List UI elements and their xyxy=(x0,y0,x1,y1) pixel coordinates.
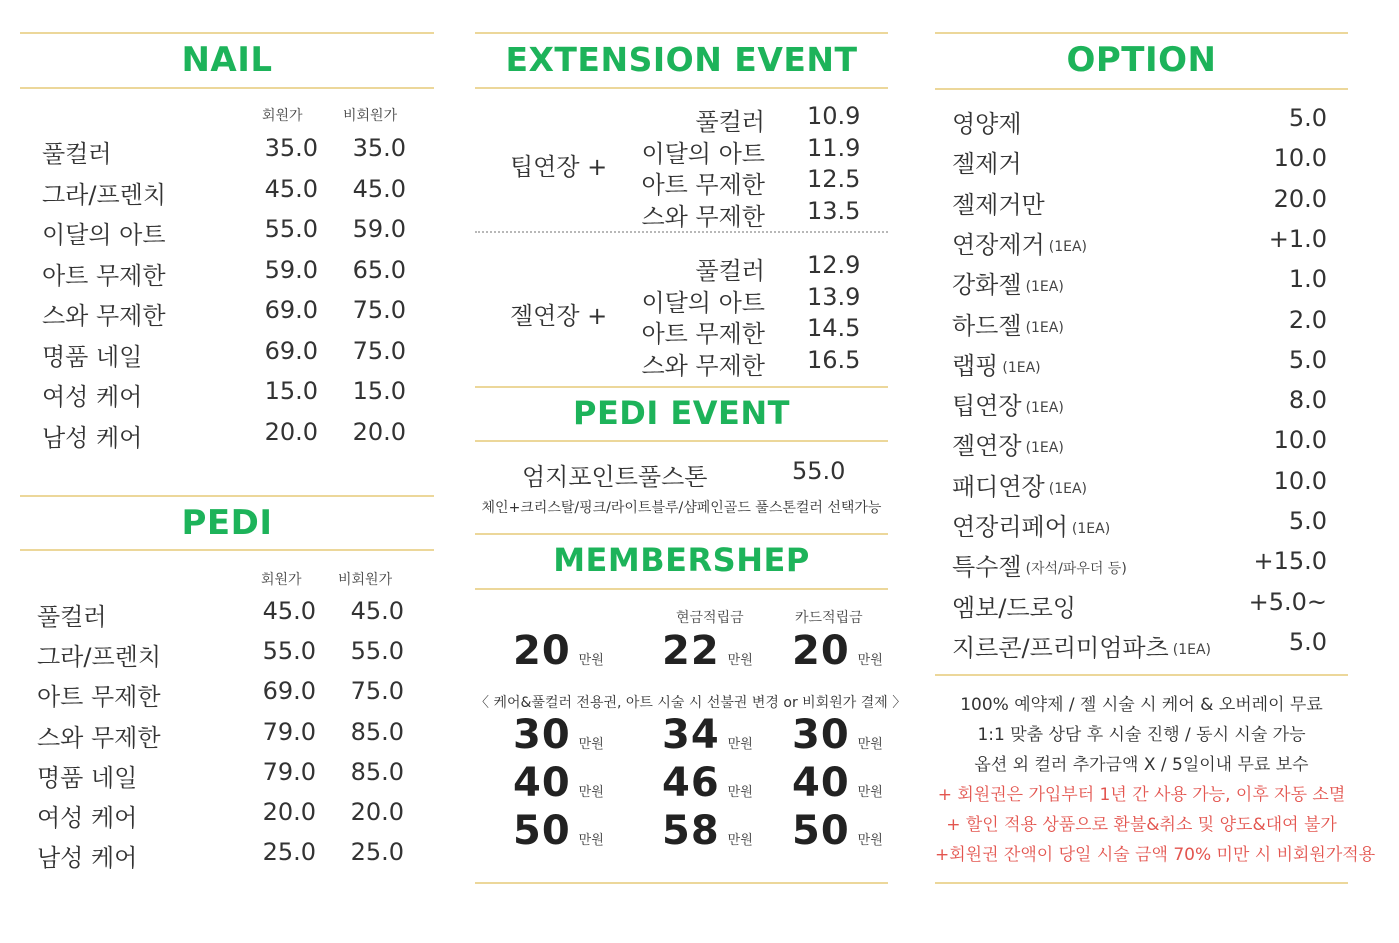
divider xyxy=(475,87,888,89)
option-row xyxy=(935,104,1348,144)
pedi-nonmember-price: 85.0 xyxy=(350,757,404,786)
membership-amount-value: 50 xyxy=(513,808,571,854)
membership-unit: 만원 xyxy=(578,737,604,752)
option-row xyxy=(935,386,1348,426)
nail-member-price: 59.0 xyxy=(264,255,318,284)
membership-cash-header: 현금적립금 xyxy=(676,610,744,626)
pedi-item-name: 스와 무제한 xyxy=(37,723,161,752)
option-column xyxy=(935,0,1376,943)
nail-member-price: 20.0 xyxy=(264,417,318,446)
option-item-note: (자석/파우더 등) xyxy=(1025,561,1127,578)
nail-pedi-column xyxy=(20,0,434,943)
membership-unit: 만원 xyxy=(578,833,604,848)
membership-amount-value: 50 xyxy=(792,808,850,854)
pedi-item-name: 명품 네일 xyxy=(37,763,138,792)
option-item-note: (1EA) xyxy=(1048,480,1088,497)
option-item-label: 영양제 xyxy=(952,110,1022,138)
pedi-event-title: PEDI EVENT xyxy=(572,394,790,432)
extension-row xyxy=(475,314,888,346)
extension-row xyxy=(475,165,888,197)
nail-row xyxy=(20,175,434,215)
nail-item-name: 아트 무제한 xyxy=(42,261,166,290)
nail-item-name: 명품 네일 xyxy=(42,342,143,371)
pedi-row xyxy=(20,798,434,838)
nail-nonmember-price: 59.0 xyxy=(352,215,406,243)
option-row xyxy=(935,426,1348,466)
option-item-label: 연장리페어 xyxy=(952,513,1068,541)
option-row xyxy=(935,588,1348,628)
event-membership-column xyxy=(475,0,907,943)
membership-amount-value: 22 xyxy=(662,628,720,674)
extension-item-price: 12.9 xyxy=(807,251,861,279)
extension-title: EXTENSION EVENT xyxy=(505,40,858,79)
option-item-note: (1EA) xyxy=(1025,279,1064,296)
option-item-price: 5.0 xyxy=(1288,627,1327,656)
nail-member-price: 55.0 xyxy=(264,215,318,243)
option-item-price: 20.0 xyxy=(1273,184,1327,213)
option-item-name xyxy=(952,185,1045,220)
option-row xyxy=(935,225,1348,265)
extension-group-label: 팁연장 + xyxy=(510,153,608,181)
membership-unit: 만원 xyxy=(857,785,883,800)
pedi-nonmember-price: 25.0 xyxy=(350,838,404,867)
option-item-price: 5.0 xyxy=(1288,507,1327,535)
membership-unit: 만원 xyxy=(727,737,753,752)
nail-nonmember-price: 45.0 xyxy=(352,174,406,203)
pedi-item-name: 여성 케어 xyxy=(37,804,138,832)
membership-amount xyxy=(792,808,883,854)
membership-title: MEMBERSHEP xyxy=(553,541,810,579)
nail-row xyxy=(20,377,434,417)
option-item-label: 팁연장 xyxy=(952,392,1022,421)
pedi-member-price: 20.0 xyxy=(262,798,316,826)
nail-item-name: 남성 케어 xyxy=(42,423,143,452)
extension-group-label: 젤연장 + xyxy=(510,302,608,330)
option-row xyxy=(935,185,1348,225)
nail-nonmember-price: 75.0 xyxy=(352,336,406,365)
divider xyxy=(475,882,888,884)
membership-unit: 만원 xyxy=(578,653,604,668)
extension-item-name: 아트 무제한 xyxy=(641,320,765,348)
membership-amount-value: 20 xyxy=(792,628,850,674)
option-item-price: 1.0 xyxy=(1288,265,1327,294)
pedi-row xyxy=(20,718,434,758)
membership-unit: 만원 xyxy=(857,653,883,668)
option-item-note: (1EA) xyxy=(1025,319,1064,336)
nail-member-header: 회원가 xyxy=(262,108,303,124)
option-item-name xyxy=(952,426,1064,461)
option-item-label: 엠보/드로잉 xyxy=(952,593,1077,622)
nail-nonmember-price: 35.0 xyxy=(352,134,406,162)
membership-unit: 만원 xyxy=(578,785,604,800)
nail-item-name: 여성 케어 xyxy=(42,383,143,411)
membership-amount-value: 58 xyxy=(662,808,720,854)
notice-line-red: + 할인 적용 상품으로 환불&취소 및 양도&대여 불가 xyxy=(946,815,1337,835)
nail-nonmember-price: 65.0 xyxy=(352,255,406,284)
option-row xyxy=(935,306,1348,346)
divider xyxy=(935,882,1348,884)
membership-amount xyxy=(792,628,883,674)
option-item-note: (1EA) xyxy=(1002,359,1041,376)
membership-amount xyxy=(792,760,883,806)
pedi-nonmember-price: 20.0 xyxy=(350,798,404,826)
extension-item-name: 풀컬러 xyxy=(695,257,765,285)
pedi-event-item xyxy=(475,457,888,497)
notice-line: 옵션 외 컬러 추가금액 X / 5일이내 무료 보수 xyxy=(974,755,1309,775)
notice-line-red: +회원권 잔액이 당일 시술 금액 70% 미만 시 비회원가적용 xyxy=(935,845,1376,865)
option-item-price: 10.0 xyxy=(1273,144,1327,173)
pedi-item-name: 그라/프렌치 xyxy=(37,643,162,672)
nail-title: NAIL xyxy=(181,40,273,80)
pedi-nonmember-header: 비회원가 xyxy=(338,572,393,588)
divider xyxy=(475,588,888,590)
membership-unit: 만원 xyxy=(857,737,883,752)
nail-item-name: 그라/프렌치 xyxy=(42,180,167,209)
nail-nonmember-price: 15.0 xyxy=(352,377,406,405)
option-row xyxy=(935,547,1348,587)
divider xyxy=(935,674,1348,676)
extension-item-name: 풀컬러 xyxy=(695,108,765,136)
option-row xyxy=(935,507,1348,547)
extension-item-price: 10.9 xyxy=(807,102,861,130)
option-row xyxy=(935,628,1348,668)
membership-unit: 만원 xyxy=(727,833,753,848)
option-item-label: 연장제거 xyxy=(952,230,1045,259)
pedi-nonmember-price: 85.0 xyxy=(350,717,404,746)
option-item-price: 2.0 xyxy=(1288,305,1327,334)
option-item-name xyxy=(952,386,1064,421)
nail-member-price: 69.0 xyxy=(264,336,318,365)
pedi-event-note: 체인+크리스탈/핑크/라이트블루/샴페인골드 풀스톤컬러 선택가능 xyxy=(481,500,882,516)
divider xyxy=(20,32,434,34)
extension-item-price: 14.5 xyxy=(807,314,861,342)
option-row xyxy=(935,467,1348,507)
option-item-name xyxy=(952,628,1211,663)
membership-card-header: 카드적립금 xyxy=(795,610,863,626)
membership-amount-value: 20 xyxy=(513,628,571,674)
pedi-event-item-price: 55.0 xyxy=(792,457,846,485)
pedi-nonmember-price: 45.0 xyxy=(350,597,404,625)
pedi-nonmember-price: 55.0 xyxy=(350,637,404,666)
membership-amount xyxy=(662,712,753,758)
pedi-title: PEDI xyxy=(181,503,273,543)
option-item-name xyxy=(952,144,1022,179)
pedi-row xyxy=(20,758,434,798)
option-title: OPTION xyxy=(1066,40,1217,80)
option-item-price: 10.0 xyxy=(1273,466,1327,495)
option-row xyxy=(935,144,1348,184)
nail-member-price: 15.0 xyxy=(264,377,318,405)
membership-amount xyxy=(662,808,753,854)
extension-item-price: 12.5 xyxy=(807,165,861,193)
option-item-price: 5.0 xyxy=(1288,104,1327,132)
nail-member-price: 35.0 xyxy=(264,134,318,162)
nail-item-name: 스와 무제한 xyxy=(42,302,166,330)
divider xyxy=(935,88,1348,90)
pedi-member-price: 69.0 xyxy=(262,677,316,706)
nail-row xyxy=(20,296,434,336)
extension-row xyxy=(475,283,888,315)
option-item-price: +1.0 xyxy=(1268,224,1327,253)
nail-member-price: 69.0 xyxy=(264,296,318,324)
nail-nonmember-price: 75.0 xyxy=(352,296,406,324)
notice-line: 100% 예약제 / 젤 시술 시 케어 & 오버레이 무료 xyxy=(960,695,1323,715)
option-row xyxy=(935,265,1348,305)
membership-unit: 만원 xyxy=(727,653,753,668)
pedi-member-price: 25.0 xyxy=(262,838,316,867)
extension-item-name: 이달의 아트 xyxy=(641,139,765,168)
membership-amount-value: 46 xyxy=(662,760,720,806)
extension-row xyxy=(475,251,888,283)
extension-row xyxy=(475,134,888,166)
option-item-name xyxy=(952,346,1041,381)
extension-row xyxy=(475,102,888,134)
membership-amount xyxy=(513,808,604,854)
pedi-item-name: 아트 무제한 xyxy=(37,683,161,712)
pedi-member-price: 45.0 xyxy=(262,597,316,625)
option-item-note: (1EA) xyxy=(1025,400,1064,417)
membership-amount xyxy=(513,760,604,806)
extension-item-price: 13.5 xyxy=(807,196,861,225)
pedi-member-header: 회원가 xyxy=(261,572,302,588)
option-item-label: 하드젤 xyxy=(952,311,1022,340)
nail-row xyxy=(20,134,434,174)
divider xyxy=(475,440,888,442)
nail-item-name: 이달의 아트 xyxy=(42,221,166,249)
divider xyxy=(20,495,434,497)
divider xyxy=(935,32,1348,34)
option-item-name xyxy=(952,467,1087,502)
option-item-label: 특수젤 xyxy=(952,553,1022,582)
membership-amount-value: 34 xyxy=(662,712,720,758)
nail-row xyxy=(20,337,434,377)
membership-amount xyxy=(662,628,753,674)
membership-amount-value: 30 xyxy=(513,712,571,758)
option-item-note: (1EA) xyxy=(1048,238,1088,255)
extension-item-price: 11.9 xyxy=(807,133,861,162)
divider xyxy=(20,87,434,89)
membership-amount-value: 30 xyxy=(792,712,850,758)
extension-item-price: 16.5 xyxy=(807,345,861,374)
option-item-label: 랩핑 xyxy=(952,351,999,380)
nail-item-name: 풀컬러 xyxy=(42,140,112,168)
pedi-row xyxy=(20,597,434,637)
pedi-item-name: 풀컬러 xyxy=(37,603,107,631)
extension-row xyxy=(475,346,888,378)
notice-line-red: + 회원권은 가입부터 1년 간 사용 가능, 이후 자동 소멸 xyxy=(937,785,1346,805)
option-item-label: 강화젤 xyxy=(952,271,1022,300)
divider xyxy=(475,32,888,34)
membership-amount xyxy=(513,712,604,758)
pedi-nonmember-price: 75.0 xyxy=(350,677,404,706)
option-item-label: 패디연장 xyxy=(952,472,1045,501)
option-item-name xyxy=(952,265,1064,300)
nail-row xyxy=(20,418,434,458)
nail-nonmember-price: 20.0 xyxy=(352,417,406,446)
pedi-row xyxy=(20,838,434,878)
option-item-price: 8.0 xyxy=(1288,386,1327,415)
extension-item-name: 이달의 아트 xyxy=(641,288,765,317)
extension-item-name: 스와 무제한 xyxy=(641,351,765,380)
dotted-divider xyxy=(475,231,888,233)
option-item-price: +5.0~ xyxy=(1248,587,1327,616)
membership-amount-value: 40 xyxy=(513,760,571,806)
option-item-note: (1EA) xyxy=(1172,641,1212,658)
membership-amount xyxy=(662,760,753,806)
option-item-price: 10.0 xyxy=(1273,426,1327,455)
extension-item-name: 스와 무제한 xyxy=(641,202,765,231)
divider xyxy=(475,386,888,388)
pedi-member-price: 55.0 xyxy=(262,637,316,666)
divider xyxy=(475,533,888,535)
pedi-row xyxy=(20,677,434,717)
option-item-name xyxy=(952,547,1127,582)
nail-row xyxy=(20,256,434,296)
option-item-price: 5.0 xyxy=(1288,345,1327,374)
membership-note: 〈 케어&풀컬러 전용권, 아트 시술 시 선불권 변경 or 비회원가 결제 〉 xyxy=(475,695,907,711)
option-item-label: 젤연장 xyxy=(952,432,1022,461)
option-item-label: 젤제거 xyxy=(952,150,1022,179)
nail-member-price: 45.0 xyxy=(264,174,318,203)
option-item-note: (1EA) xyxy=(1071,521,1111,537)
option-item-name xyxy=(952,588,1076,623)
pedi-member-price: 79.0 xyxy=(262,717,316,746)
pedi-item-name: 남성 케어 xyxy=(37,844,138,873)
option-item-name xyxy=(952,306,1064,341)
nail-nonmember-header: 비회원가 xyxy=(343,108,398,124)
extension-item-name: 아트 무제한 xyxy=(641,171,765,199)
membership-amount xyxy=(792,712,883,758)
extension-item-price: 13.9 xyxy=(807,282,861,311)
option-item-price: +15.0 xyxy=(1253,547,1327,576)
pedi-row xyxy=(20,637,434,677)
option-item-label: 지르콘/프리미엄파츠 xyxy=(952,633,1169,662)
pedi-event-item-name: 엄지포인트풀스톤 xyxy=(522,463,708,491)
nail-row xyxy=(20,215,434,255)
option-item-name xyxy=(952,507,1110,542)
notice-line: 1:1 맞춤 상담 후 시술 진행 / 동시 시술 가능 xyxy=(977,725,1306,745)
option-item-note: (1EA) xyxy=(1025,440,1064,457)
membership-unit: 만원 xyxy=(857,833,883,848)
membership-amount-value: 40 xyxy=(792,760,850,806)
extension-row xyxy=(475,197,888,229)
option-item-label: 젤제거만 xyxy=(952,190,1045,219)
divider xyxy=(20,549,434,551)
membership-amount xyxy=(513,628,604,674)
option-item-name xyxy=(952,104,1022,139)
option-item-name xyxy=(952,225,1087,260)
pedi-member-price: 79.0 xyxy=(262,757,316,786)
option-row xyxy=(935,346,1348,386)
membership-unit: 만원 xyxy=(727,785,753,800)
